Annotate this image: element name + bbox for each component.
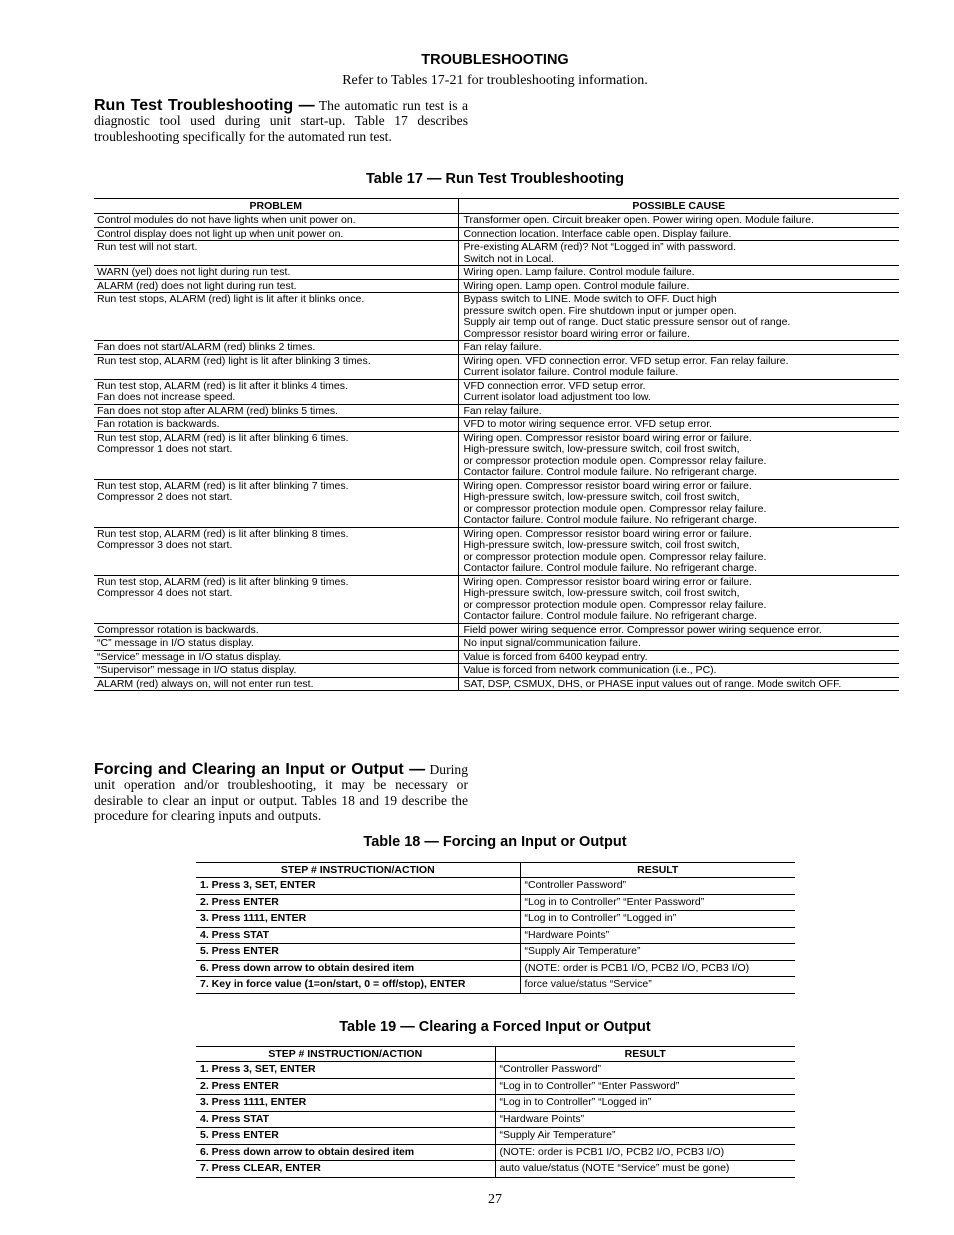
cause-cell [458, 279, 899, 293]
cell-text-line: Contactor failure. Control module failure. No refrigerant charge. [463, 562, 758, 574]
cell-text-line: 6. Press down arrow to obtain desired item [200, 961, 415, 974]
problem-cell [94, 379, 458, 404]
cell-text-line: (NOTE: order is PCB1 I/O, PCB2 I/O, PCB3 I/O) [524, 961, 750, 974]
cell-text-line: No input signal/communication failure. [463, 637, 641, 649]
cell-text-line: Fan does not start/ALARM (red) blinks 2 times. [97, 341, 316, 353]
step-cell [196, 927, 520, 944]
table18-header-row [196, 863, 795, 878]
result-cell [495, 1062, 795, 1079]
step-cell [196, 1144, 495, 1161]
cell-text-line: 2. Press ENTER [200, 1079, 279, 1092]
table18-caption: Table 18 — Forcing an Input or Output [363, 834, 627, 850]
cell-text-line: Wiring open. Compressor resistor board wiring error or failure. [463, 575, 752, 588]
cell-text-line: Contactor failure. Control module failure. No refrigerant charge. [463, 466, 758, 478]
table17-row [94, 379, 899, 404]
problem-cell [94, 341, 458, 355]
cell-text-line: “Supervisor” message in I/O status display. [97, 664, 297, 676]
cell-text-line: Wiring open. Lamp open. Control module failure. [463, 279, 690, 292]
step-cell [196, 911, 520, 928]
result-cell [520, 960, 795, 977]
cell-text-line: WARN (yel) does not light during run test. [97, 266, 291, 278]
result-cell [495, 1095, 795, 1112]
cause-cell [458, 214, 899, 228]
cell-text-line: Switch not in Local. [463, 252, 554, 265]
cell-text-line: “Controller Password” [499, 1063, 602, 1075]
problem-cell [94, 623, 458, 637]
table19-row [196, 1161, 795, 1178]
cause-cell [458, 341, 899, 355]
cell-text-line: High-pressure switch, low-pressure switch, coil frost switch, [463, 491, 740, 503]
cell-text-line: 2. Press ENTER [200, 895, 279, 908]
run-test-paragraph [94, 98, 468, 144]
cell-text-line: Run test stop, ALARM (red) is lit after blinking 8 times. [97, 527, 349, 540]
cell-text-line: “C” message in I/O status display. [97, 637, 254, 649]
cell-text-line: 4. Press STAT [200, 928, 270, 941]
cell-text-line: Fan relay failure. [463, 404, 542, 417]
result-cell [495, 1111, 795, 1128]
cell-text-line: SAT, DSP, CSMUX, DHS, or PHASE input values out of range. Mode switch OFF. [463, 677, 842, 690]
problem-cell [94, 664, 458, 678]
table17-row [94, 341, 899, 355]
table18-row [196, 944, 795, 961]
cell-text-line: Control display does not light up when unit power on. [97, 227, 344, 240]
table19-row [196, 1095, 795, 1112]
result-cell [520, 944, 795, 961]
cell-text-line: Wiring open. Compressor resistor board wiring error or failure. [463, 431, 752, 444]
cell-text-line: VFD connection error. VFD setup error. [463, 379, 646, 392]
cell-text-line: 7. Key in force value (1=on/start, 0 = off/stop), ENTER [200, 978, 466, 990]
cell-text-line: Field power wiring sequence error. Compressor power wiring sequence error. [463, 623, 822, 636]
step-cell [196, 1062, 495, 1079]
cell-text-line: High-pressure switch, low-pressure switch, coil frost switch, [463, 539, 740, 551]
cell-text-line: 5. Press ENTER [200, 1129, 279, 1141]
result-cell [520, 911, 795, 928]
table17-row [94, 404, 899, 418]
cell-text-line: Current isolator load adjustment too low. [463, 391, 651, 403]
problem-cell [94, 293, 458, 341]
cell-text-line: or compressor protection module open. Compressor relay failure. [463, 598, 767, 611]
result-cell [495, 1128, 795, 1145]
table17-row [94, 279, 899, 293]
table17-header-row [94, 199, 899, 214]
cell-text-line: ALARM (red) always on, will not enter run test. [97, 677, 314, 690]
cause-cell [458, 650, 899, 664]
cell-text-line: Transformer open. Circuit breaker open. Power wiring open. Module failure. [463, 214, 814, 226]
table17-row [94, 431, 899, 479]
cell-text-line: Run test stop, ALARM (red) is lit after it blinks 4 times. [97, 379, 348, 392]
problem-cell [94, 214, 458, 228]
cell-text-line: auto value/status (NOTE “Service” must be gone) [499, 1162, 730, 1174]
cell-text-line: pressure switch open. Fire shutdown input or jumper open. [463, 304, 737, 317]
cell-text-line: Fan relay failure. [463, 341, 542, 353]
cell-text-line: Connection location. Interface cable open. Display failure. [463, 227, 732, 240]
table19-row [196, 1111, 795, 1128]
cause-cell [458, 354, 899, 379]
step-cell [196, 878, 520, 895]
problem-cell [94, 227, 458, 241]
cell-text-line: Compressor rotation is backwards. [97, 623, 259, 636]
table18-row [196, 960, 795, 977]
cell-text-line: Run test stops, ALARM (red) light is lit after it blinks once. [97, 293, 365, 305]
problem-cell [94, 527, 458, 575]
cell-text-line: ALARM (red) does not light during run test. [97, 279, 297, 292]
table19-header-result: RESULT [495, 1047, 795, 1062]
table18-header-step: STEP # INSTRUCTION/ACTION [196, 863, 520, 878]
cell-text-line: or compressor protection module open. Compressor relay failure. [463, 454, 767, 467]
table18-row [196, 927, 795, 944]
step-cell [196, 960, 520, 977]
cell-text-line: 1. Press 3, SET, ENTER [200, 1063, 316, 1075]
table17-row [94, 479, 899, 527]
cell-text-line: Fan does not increase speed. [97, 391, 236, 403]
cell-text-line: “Hardware Points” [499, 1112, 585, 1125]
step-cell [196, 1078, 495, 1095]
cell-text-line: Value is forced from 6400 keypad entry. [463, 650, 648, 663]
cell-text-line: Wiring open. VFD connection error. VFD setup error. Fan relay failure. [463, 354, 789, 367]
result-cell [520, 894, 795, 911]
result-cell [520, 878, 795, 895]
problem-cell [94, 575, 458, 623]
table19-row [196, 1078, 795, 1095]
cause-cell [458, 575, 899, 623]
cell-text-line: 5. Press ENTER [200, 945, 279, 957]
table19-header-row [196, 1047, 795, 1062]
result-cell [520, 977, 795, 994]
table17-row [94, 241, 899, 266]
forcing-body: During unit operation and/or troubleshooting, it may be necessary or desirable to clear an input or output. Tables 18 and 19 describe the procedure for clearing inputs and outputs. [94, 762, 468, 824]
cell-text-line: Control modules do not have lights when unit power on. [97, 214, 356, 226]
table17-row [94, 650, 899, 664]
cell-text-line: “Controller Password” [524, 879, 627, 891]
table17-row [94, 575, 899, 623]
cause-cell [458, 527, 899, 575]
forcing-heading: Forcing and Clearing an Input or Output — [94, 761, 426, 778]
table17-header-cause: POSSIBLE CAUSE [458, 199, 899, 214]
cell-text-line: 4. Press STAT [200, 1112, 270, 1125]
cell-text-line: “Log in to Controller” “Enter Password” [524, 895, 705, 908]
cell-text-line: Run test stop, ALARM (red) is lit after blinking 9 times. [97, 575, 349, 588]
cell-text-line: Bypass switch to LINE. Mode switch to OFF. Duct high [463, 293, 717, 305]
result-cell [520, 927, 795, 944]
cell-text-line: Contactor failure. Control module failure. No refrigerant charge. [463, 514, 758, 526]
step-cell [196, 1128, 495, 1145]
cell-text-line: Value is forced from network communication (i.e., PC). [463, 664, 717, 676]
cell-text-line: Run test stop, ALARM (red) is lit after blinking 7 times. [97, 479, 349, 492]
table17-row [94, 637, 899, 651]
cell-text-line: Run test will not start. [97, 241, 198, 253]
cause-cell [458, 418, 899, 432]
table17-row [94, 677, 899, 691]
cause-cell [458, 404, 899, 418]
cell-text-line: Current isolator failure. Control module failure. [463, 366, 679, 378]
cell-text-line: “Supply Air Temperature” [524, 945, 641, 957]
cell-text-line: 3. Press 1111, ENTER [200, 1096, 307, 1108]
table17-row [94, 227, 899, 241]
table19-row [196, 1062, 795, 1079]
table17 [94, 198, 899, 691]
step-cell [196, 894, 520, 911]
table18-row [196, 911, 795, 928]
table19-row [196, 1144, 795, 1161]
cell-text-line: Pre-existing ALARM (red)? Not “Logged in” with password. [463, 241, 737, 253]
table17-row [94, 354, 899, 379]
cell-text-line: Contactor failure. Control module failure. No refrigerant charge. [463, 610, 758, 622]
cell-text-line: Wiring open. Compressor resistor board wiring error or failure. [463, 479, 752, 492]
table19-caption: Table 19 — Clearing a Forced Input or Output [339, 1019, 651, 1035]
cell-text-line: “Log in to Controller” “Enter Password” [499, 1079, 680, 1092]
cause-cell [458, 677, 899, 691]
section-intro: Refer to Tables 17-21 for troubleshooting information. [342, 73, 648, 88]
cell-text-line: Compressor 2 does not start. [97, 491, 233, 503]
problem-cell [94, 241, 458, 266]
table17-row [94, 293, 899, 341]
run-test-body: The automatic run test is a diagnostic tool used during unit start-up. Table 17 describes troubleshooting specifically for the automated run test. [94, 98, 469, 144]
cause-cell [458, 479, 899, 527]
cell-text-line: High-pressure switch, low-pressure switch, coil frost switch, [463, 443, 740, 455]
forcing-paragraph [94, 762, 468, 824]
table17-row [94, 266, 899, 280]
cell-text-line: Run test stop, ALARM (red) is lit after blinking 6 times. [97, 431, 349, 444]
step-cell [196, 944, 520, 961]
problem-cell [94, 404, 458, 418]
problem-cell [94, 266, 458, 280]
cell-text-line: “Supply Air Temperature” [499, 1129, 616, 1141]
table18-header-result: RESULT [520, 863, 795, 878]
table17-caption: Table 17 — Run Test Troubleshooting [365, 171, 625, 187]
cell-text-line: Supply air temp out of range. Duct static pressure sensor out of range. [463, 316, 791, 328]
table17-row [94, 623, 899, 637]
run-test-heading: Run Test Troubleshooting — [94, 97, 315, 114]
cell-text-line: 3. Press 1111, ENTER [200, 912, 307, 924]
table17-row [94, 527, 899, 575]
cause-cell [458, 623, 899, 637]
table17-row [94, 664, 899, 678]
cell-text-line: 1. Press 3, SET, ENTER [200, 879, 316, 891]
step-cell [196, 977, 520, 994]
cell-text-line: Compressor resistor board wiring error or failure. [463, 327, 690, 340]
problem-cell [94, 677, 458, 691]
problem-cell [94, 431, 458, 479]
cell-text-line: Wiring open. Lamp failure. Control module failure. [463, 266, 695, 278]
cell-text-line: “Service” message in I/O status display. [97, 650, 282, 663]
problem-cell [94, 279, 458, 293]
table19-header-step: STEP # INSTRUCTION/ACTION [196, 1047, 495, 1062]
cause-cell [458, 266, 899, 280]
table17-header-problem: PROBLEM [94, 199, 458, 214]
cause-cell [458, 227, 899, 241]
cell-text-line: Compressor 3 does not start. [97, 539, 233, 551]
page-number: 27 [488, 1192, 502, 1207]
table19 [196, 1046, 795, 1178]
table18-row [196, 894, 795, 911]
table17-row [94, 214, 899, 228]
result-cell [495, 1078, 795, 1095]
result-cell [495, 1161, 795, 1178]
cell-text-line: 7. Press CLEAR, ENTER [200, 1162, 321, 1174]
problem-cell [94, 637, 458, 651]
cause-cell [458, 379, 899, 404]
problem-cell [94, 354, 458, 379]
cell-text-line: or compressor protection module open. Compressor relay failure. [463, 550, 767, 563]
section-heading: TROUBLESHOOTING [421, 52, 569, 68]
cell-text-line: VFD to motor wiring sequence error. VFD setup error. [463, 418, 713, 430]
step-cell [196, 1111, 495, 1128]
cell-text-line: (NOTE: order is PCB1 I/O, PCB2 I/O, PCB3 I/O) [499, 1145, 725, 1158]
problem-cell [94, 650, 458, 664]
cell-text-line: force value/status “Service” [524, 978, 652, 990]
cause-cell [458, 241, 899, 266]
step-cell [196, 1161, 495, 1178]
cell-text-line: “Log in to Controller” “Logged in” [524, 912, 677, 924]
cell-text-line: or compressor protection module open. Compressor relay failure. [463, 502, 767, 515]
problem-cell [94, 479, 458, 527]
cause-cell [458, 637, 899, 651]
cell-text-line: “Hardware Points” [524, 928, 610, 941]
cell-text-line: High-pressure switch, low-pressure switch, coil frost switch, [463, 587, 740, 599]
problem-cell [94, 418, 458, 432]
cell-text-line: Run test stop, ALARM (red) light is lit after blinking 3 times. [97, 354, 371, 367]
cell-text-line: Compressor 1 does not start. [97, 443, 233, 455]
cause-cell [458, 664, 899, 678]
cause-cell [458, 431, 899, 479]
cell-text-line: “Log in to Controller” “Logged in” [499, 1096, 652, 1108]
result-cell [495, 1144, 795, 1161]
table18 [196, 862, 795, 994]
cell-text-line: Wiring open. Compressor resistor board wiring error or failure. [463, 527, 752, 540]
table18-row [196, 977, 795, 994]
table18-row [196, 878, 795, 895]
table19-row [196, 1128, 795, 1145]
cell-text-line: Fan rotation is backwards. [97, 418, 220, 430]
step-cell [196, 1095, 495, 1112]
cell-text-line: Compressor 4 does not start. [97, 587, 233, 599]
cell-text-line: Fan does not stop after ALARM (red) blinks 5 times. [97, 404, 339, 417]
cause-cell [458, 293, 899, 341]
cell-text-line: 6. Press down arrow to obtain desired item [200, 1145, 415, 1158]
table17-row [94, 418, 899, 432]
